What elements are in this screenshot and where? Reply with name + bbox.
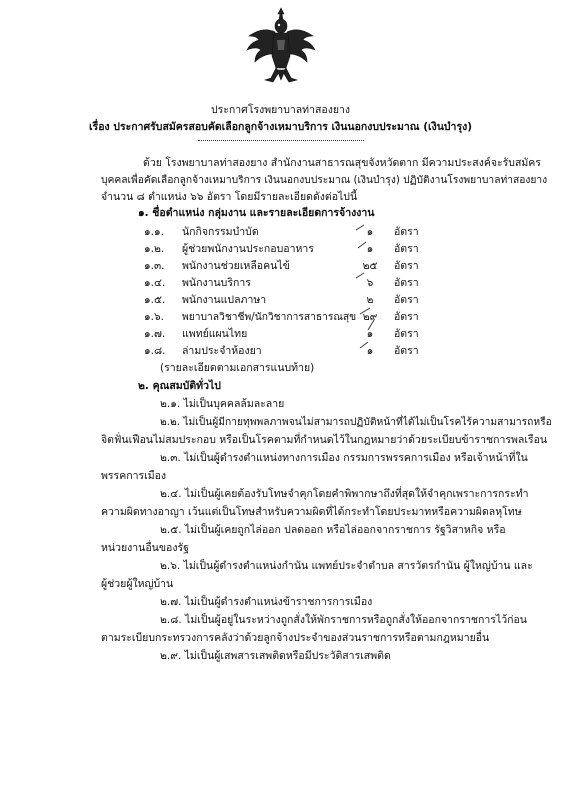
- section-2-heading: ๒. คุณสมบัติทั่วไป: [138, 380, 221, 392]
- qualification-2-4-line-2: ความผิดทางอาญา เว้นแต่เป็นโทษสำหรับความผิดที่ได้กระทำโดยประมาทหรือความผิดลหุโทษ: [101, 506, 522, 518]
- position-number: ๑.๒.: [144, 243, 165, 255]
- pen-tick-marks: [350, 222, 380, 362]
- position-row: [144, 259, 444, 273]
- position-row: [144, 310, 444, 324]
- position-row: [144, 344, 444, 358]
- qualification-2-2-line-1: ๒.๒. ไม่เป็นผู้มีกายทุพพลภาพจนไม่สามารถปฏิบัติหน้าที่ได้ไม่เป็นโรคไร้ความสามารถหรือ: [160, 416, 552, 428]
- position-number: ๑.๘.: [144, 345, 166, 357]
- position-unit: อัตรา: [394, 294, 419, 306]
- position-unit: อัตรา: [394, 260, 419, 272]
- position-unit: อัตรา: [394, 311, 419, 323]
- qualification-2-6-line-2: ผู้ช่วยผู้ใหญ่บ้าน: [101, 578, 174, 590]
- position-unit: อัตรา: [394, 328, 419, 340]
- position-number: ๑.๔.: [144, 277, 166, 289]
- position-name: พนักงานบริการ: [182, 277, 251, 289]
- position-row: [144, 293, 444, 307]
- qualification-2-8-line-1: ๒.๘. ไม่เป็นผู้อยู่ในระหว่างถูกสั่งให้พักราชการหรือถูกสั่งให้ออกจากราชการไว้ก่อน: [160, 614, 527, 626]
- position-count: ๑: [366, 328, 374, 340]
- intro-line-1: ด้วย โรงพยาบาลท่าสองยาง สำนักงานสาธารณสุขจังหวัดตาก มีความประสงค์จะรับสมัคร: [143, 157, 541, 169]
- qualification-2-2-line-2: จิตฟั่นเฟือนไม่สมประกอบ หรือเป็นโรคตามที่กำหนดไว้ในกฎหมายว่าด้วยระเบียบข้าราชการพลเรือน: [101, 434, 548, 446]
- position-name: นักกิจกรรมบำบัด: [182, 226, 259, 238]
- qualification-2-6-line-1: ๒.๖. ไม่เป็นผู้ดำรงตำแหน่งกำนัน แพทย์ประจำตำบล สารวัตรกำนัน ผู้ใหญ่บ้าน และ: [160, 560, 533, 572]
- position-name: พนักงานแปลภาษา: [182, 294, 267, 306]
- position-name: พนักงานช่วยเหลือคนไข้: [182, 260, 290, 272]
- qualification-2-5-line-2: หน่วยงานอื่นของรัฐ: [101, 542, 189, 554]
- garuda-emblem: [243, 6, 319, 84]
- announcement-subject: เรื่อง ประกาศรับสมัครสอบคัดเลือกลูกจ้างเหมาบริการ เงินนอกงบประมาณ (เงินบำรุง): [88, 121, 473, 133]
- position-count: ๑: [366, 243, 374, 255]
- position-unit: อัตรา: [394, 277, 419, 289]
- position-unit: อัตรา: [394, 345, 419, 357]
- position-name: ล่ามประจำห้องยา: [182, 345, 262, 357]
- position-row: [144, 276, 444, 290]
- position-count: ๒๙: [362, 311, 378, 323]
- position-count: ๑: [366, 345, 374, 357]
- position-name: พยาบาลวิชาชีพ/นักวิชาการสาธารณสุข: [182, 311, 357, 323]
- position-unit: อัตรา: [394, 243, 419, 255]
- divider: [198, 140, 364, 141]
- position-name: ผู้ช่วยพนักงานประกอบอาหาร: [182, 243, 314, 255]
- qualification-2-1: ๒.๑. ไม่เป็นบุคคลล้มละลาย: [160, 398, 285, 410]
- position-count: ๒๕: [362, 260, 378, 272]
- position-unit: อัตรา: [394, 226, 419, 238]
- qualification-2-3-line-1: ๒.๓. ไม่เป็นผู้ดำรงตำแหน่งทางการเมือง กรรมการพรรคการเมือง หรือเจ้าหน้าที่ใน: [160, 452, 528, 464]
- intro-line-3: จำนวน ๘ ตำแหน่ง ๖๖ อัตรา โดยมีรายละเอียดดังต่อไปนี้: [101, 191, 358, 203]
- position-number: ๑.๖.: [144, 311, 165, 323]
- qualification-2-4-line-1: ๒.๔. ไม่เป็นผู้เคยต้องรับโทษจำคุกโดยคำพิพากษาถึงที่สุดให้จำคุกเพราะการกระทำ: [160, 488, 529, 500]
- position-row: [144, 327, 444, 341]
- qualification-2-3-line-2: พรรคการเมือง: [101, 470, 167, 482]
- position-row: [144, 242, 444, 256]
- qualification-2-9: ๒.๙. ไม่เป็นผู้เสพสารเสพติดหรือมีประวัติสารเสพติด: [160, 650, 391, 662]
- position-number: ๑.๕.: [144, 294, 166, 306]
- position-number: ๑.๑.: [144, 226, 165, 238]
- intro-line-2: บุคคลเพื่อคัดเลือกลูกจ้างเหมาบริการ เงินนอกงบประมาณ (เงินบำรุง) ปฏิบัติงานโรงพยาบาลท่าสองยาง: [101, 174, 548, 186]
- qualification-2-7: ๒.๗. ไม่เป็นผู้ดำรงตำแหน่งข้าราชการการเมือง: [160, 596, 373, 608]
- position-count: ๖: [366, 277, 374, 289]
- announcement-title: ประกาศโรงพยาบาลท่าสองยาง: [210, 104, 351, 116]
- qualification-2-8-line-2: ตามระเบียบกระทรวงการคลังว่าด้วยลูกจ้างประจำของส่วนราชการหรือตามกฎหมายอื่น: [101, 632, 490, 644]
- section-1-heading: ๑. ชื่อตำแหน่ง กลุ่มงาน และรายละเอียดการจ้างงาน: [138, 207, 375, 219]
- position-count: ๒: [366, 294, 374, 306]
- qualification-2-5-line-1: ๒.๕. ไม่เป็นผู้เคยถูกไล่ออก ปลดออก หรือไล่ออกจากราชการ รัฐวิสาหกิจ หรือ: [160, 524, 506, 536]
- position-row: [144, 225, 444, 239]
- position-count: ๑: [366, 226, 374, 238]
- positions-note: (รายละเอียดตามเอกสารแนบท้าย): [160, 362, 315, 374]
- position-number: ๑.๗.: [144, 328, 166, 340]
- position-number: ๑.๓.: [144, 260, 165, 272]
- position-name: แพทย์แผนไทย: [182, 328, 248, 340]
